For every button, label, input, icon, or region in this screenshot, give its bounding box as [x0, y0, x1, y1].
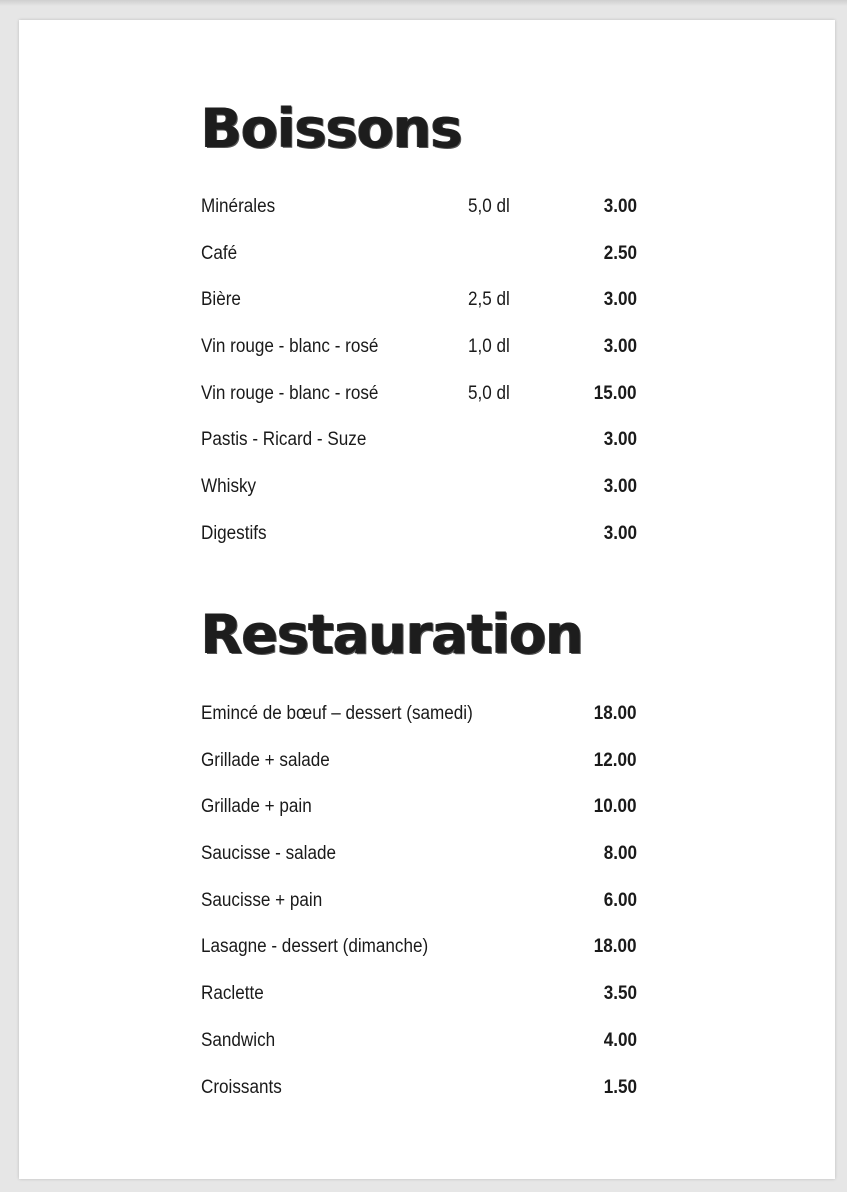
list-item [201, 241, 637, 288]
item-price: 18.00 [594, 703, 637, 724]
menu-page [19, 20, 835, 1179]
item-volume: 1,0 dl [468, 336, 510, 358]
item-volume: 2,5 dl [468, 289, 510, 311]
list-item [201, 794, 637, 841]
list-item [201, 934, 637, 981]
list-item [201, 334, 637, 381]
restauration-list [201, 701, 637, 1121]
item-price: 12.00 [594, 749, 637, 771]
boissons-list [201, 194, 637, 568]
list-item [201, 1075, 637, 1122]
item-price: 6.00 [603, 889, 637, 911]
item-price: 4.00 [603, 1029, 637, 1051]
item-price: 3.00 [603, 196, 637, 217]
item-price: 3.00 [603, 336, 637, 358]
item-name: Saucisse - salade [201, 843, 336, 865]
item-name: Pastis - Ricard - Suze [201, 429, 367, 451]
item-name: Grillade + pain [201, 796, 312, 818]
item-name: Raclette [201, 983, 264, 1005]
item-price: 1.50 [603, 1076, 637, 1098]
item-price: 15.00 [594, 382, 637, 404]
item-price: 3.00 [603, 289, 637, 311]
list-item [201, 194, 637, 241]
item-price: 8.00 [603, 843, 637, 865]
item-name: Lasagne - dessert (dimanche) [201, 936, 429, 958]
item-price: 2.50 [603, 242, 637, 264]
list-item [201, 981, 637, 1028]
list-item [201, 1028, 637, 1075]
list-item [201, 888, 637, 935]
item-name: Croissants [201, 1076, 282, 1098]
item-price: 3.00 [603, 522, 637, 544]
item-price: 3.00 [603, 429, 637, 451]
list-item [201, 701, 637, 748]
item-name: Bière [201, 289, 241, 311]
item-name: Café [201, 242, 238, 264]
list-item [201, 381, 637, 428]
list-item [201, 474, 637, 521]
list-item [201, 521, 637, 568]
list-item [201, 287, 637, 334]
item-volume: 5,0 dl [468, 382, 510, 404]
item-name: Sandwich [201, 1029, 276, 1051]
section-title-restauration: Restauration [201, 603, 583, 666]
item-price: 10.00 [594, 796, 637, 818]
list-item [201, 427, 637, 474]
item-name: Saucisse + pain [201, 889, 323, 911]
item-name: Grillade + salade [201, 749, 330, 771]
item-price: 3.50 [603, 983, 637, 1005]
item-price: 3.00 [603, 476, 637, 498]
item-name: Vin rouge - blanc - rosé [201, 336, 379, 358]
viewer-top-edge [0, 0, 847, 6]
section-title-boissons: Boissons [201, 97, 462, 160]
item-name: Minérales [201, 196, 276, 217]
item-name: Digestifs [201, 522, 267, 544]
item-name: Emincé de bœuf – dessert (samedi) [201, 703, 473, 724]
list-item [201, 841, 637, 888]
item-volume: 5,0 dl [468, 196, 510, 217]
item-price: 18.00 [594, 936, 637, 958]
list-item [201, 748, 637, 795]
item-name: Whisky [201, 476, 257, 498]
item-name: Vin rouge - blanc - rosé [201, 382, 379, 404]
